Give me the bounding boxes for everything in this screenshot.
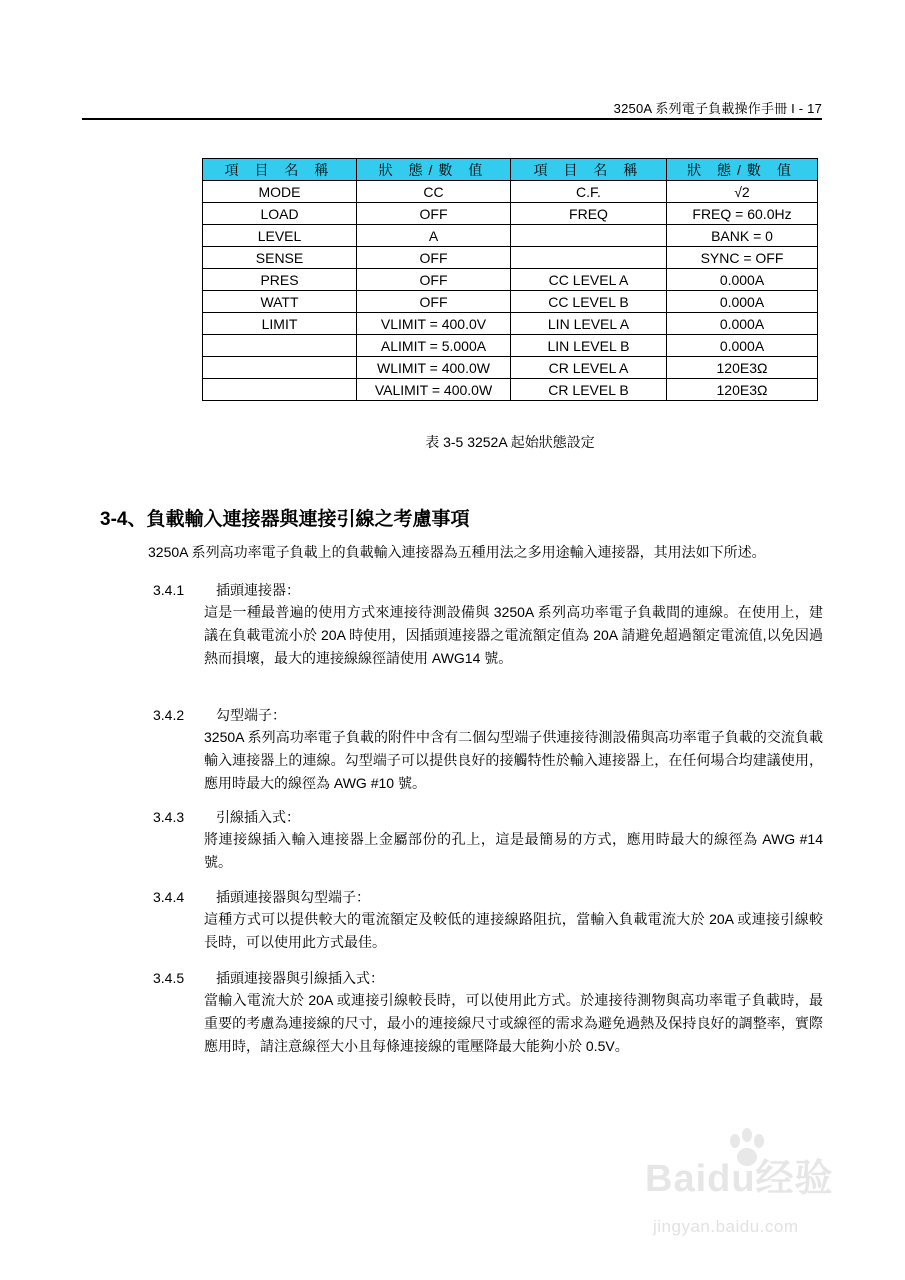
table-cell: 0.000A <box>667 335 818 357</box>
subsection-body: 這種方式可以提供較大的電流額定及較低的連接線路阻抗，當輸入負載電流大於 20A 或連接引線較長時，可以使用此方式最佳。 <box>204 911 823 950</box>
table-row <box>203 181 818 203</box>
table-cell: LIN LEVEL B <box>511 335 667 357</box>
watermark-brand: Baidu经验 <box>645 1158 834 1200</box>
table-cell: VLIMIT = 400.0V <box>357 313 511 335</box>
subsection-heading <box>153 579 823 601</box>
table-header-cell: 項 目 名 稱 <box>203 159 357 181</box>
table-cell: CC LEVEL B <box>511 291 667 313</box>
section-intro: 3250A 系列高功率電子負載上的負載輸入連接器為五種用法之多用途輸入連接器，其用法如下所述。 <box>148 544 766 560</box>
table-cell: VALIMIT = 400.0W <box>357 379 511 401</box>
table-cell: CC <box>357 181 511 203</box>
table-row <box>203 335 818 357</box>
table-cell: 0.000A <box>667 313 818 335</box>
table-cell: OFF <box>357 291 511 313</box>
table-cell: MODE <box>203 181 357 203</box>
table-cell: C.F. <box>511 181 667 203</box>
subsection-heading <box>153 886 823 908</box>
table-row <box>203 269 818 291</box>
table-cell: OFF <box>357 269 511 291</box>
table-cell: 0.000A <box>667 291 818 313</box>
subsection-title: 插頭連接器： <box>216 582 300 598</box>
table-row <box>203 225 818 247</box>
table-cell: OFF <box>357 247 511 269</box>
table-cell: CR LEVEL A <box>511 357 667 379</box>
table-cell <box>511 225 667 247</box>
table-cell <box>203 379 357 401</box>
subsection-title: 引線插入式： <box>216 809 300 825</box>
table-cell: LEVEL <box>203 225 357 247</box>
table-cell: FREQ <box>511 203 667 225</box>
table-cell: WATT <box>203 291 357 313</box>
table-cell: BANK = 0 <box>667 225 818 247</box>
table-cell: OFF <box>357 203 511 225</box>
table-caption: 表 3-5 3252A 起始狀態設定 <box>425 434 595 450</box>
subsection-heading <box>153 806 823 828</box>
table-header-cell: 狀 態/數 值 <box>357 159 511 181</box>
page-header: 3250A 系列電子負載操作手冊 I - 17 <box>613 101 822 116</box>
table-row <box>203 203 818 225</box>
subsection-3-4-4 <box>153 886 823 954</box>
subsection-body: 這是一種最普遍的使用方式來連接待測設備與 3250A 系列高功率電子負載間的連線。在使用上，建議在負載電流小於 20A 時使用，因插頭連接器之電流額定值為 20A 請避免超過額定電流值,以免因過熱而損壞，最大的連接線線徑請使用 AWG14 號。 <box>204 604 823 666</box>
baidu-watermark <box>645 1135 845 1255</box>
initial-state-table <box>202 158 818 401</box>
subsection-title: 插頭連接器與引線插入式： <box>216 970 384 986</box>
table-header-cell: 項 目 名 稱 <box>511 159 667 181</box>
table-row <box>203 247 818 269</box>
subsection-number: 3.4.4 <box>153 889 185 905</box>
table-cell <box>203 335 357 357</box>
subsection-number: 3.4.1 <box>153 582 185 598</box>
table-cell: PRES <box>203 269 357 291</box>
table-cell: WLIMIT = 400.0W <box>357 357 511 379</box>
table-cell: CC LEVEL A <box>511 269 667 291</box>
table-cell: LOAD <box>203 203 357 225</box>
subsection-heading <box>153 704 823 726</box>
subsection-3-4-1 <box>153 579 823 670</box>
table-cell: A <box>357 225 511 247</box>
table-header-row <box>203 159 818 181</box>
table-cell: 120E3Ω <box>667 357 818 379</box>
subsection-body: 當輸入電流大於 20A 或連接引線較長時，可以使用此方式。於連接待測物與高功率電子負載時，最重要的考慮為連接線的尺寸，最小的連接線尺寸或線徑的需求為避免過熱及保持良好的調整率，實際應用時，請注意線徑大小且每條連接線的電壓降最大能夠小於 0.5V。 <box>204 992 823 1054</box>
table-cell: FREQ = 60.0Hz <box>667 203 818 225</box>
subsection-3-4-3 <box>153 806 823 874</box>
table-cell: ALIMIT = 5.000A <box>357 335 511 357</box>
table-cell <box>203 357 357 379</box>
subsection-body: 3250A 系列高功率電子負載的附件中含有二個勾型端子供連接待測設備與高功率電子負載的交流負載輸入連接器上的連線。勾型端子可以提供良好的接觸特性於輸入連接器上，在任何場合均建議使用，應用時最大的線徑為 AWG #10 號。 <box>204 729 823 791</box>
section-title: 3-4、負載輸入連接器與連接引線之考慮事項 <box>100 509 470 530</box>
subsection-3-4-2 <box>153 704 823 795</box>
subsection-heading <box>153 967 823 989</box>
table-cell: √2 <box>667 181 818 203</box>
subsection-number: 3.4.3 <box>153 809 185 825</box>
table-cell: SENSE <box>203 247 357 269</box>
subsection-title: 插頭連接器與勾型端子： <box>216 889 370 905</box>
table-cell: 120E3Ω <box>667 379 818 401</box>
subsection-3-4-5 <box>153 967 823 1058</box>
table-cell: SYNC = OFF <box>667 247 818 269</box>
subsection-number: 3.4.2 <box>153 707 185 723</box>
subsection-body: 將連接線插入輸入連接器上金屬部份的孔上，這是最簡易的方式，應用時最大的線徑為 AWG #14 號。 <box>204 831 823 870</box>
table-cell: 0.000A <box>667 269 818 291</box>
subsection-number: 3.4.5 <box>153 970 185 986</box>
table-header-cell: 狀 態/數 值 <box>667 159 818 181</box>
table-cell: LIN LEVEL A <box>511 313 667 335</box>
table-row <box>203 291 818 313</box>
subsection-title: 勾型端子： <box>216 707 286 723</box>
header-rule <box>82 118 822 120</box>
table-cell: LIMIT <box>203 313 357 335</box>
watermark-url: jingyan.baidu.com <box>653 1217 799 1236</box>
table-cell: CR LEVEL B <box>511 379 667 401</box>
table-cell <box>511 247 667 269</box>
table-row <box>203 379 818 401</box>
table-row <box>203 313 818 335</box>
table-row <box>203 357 818 379</box>
